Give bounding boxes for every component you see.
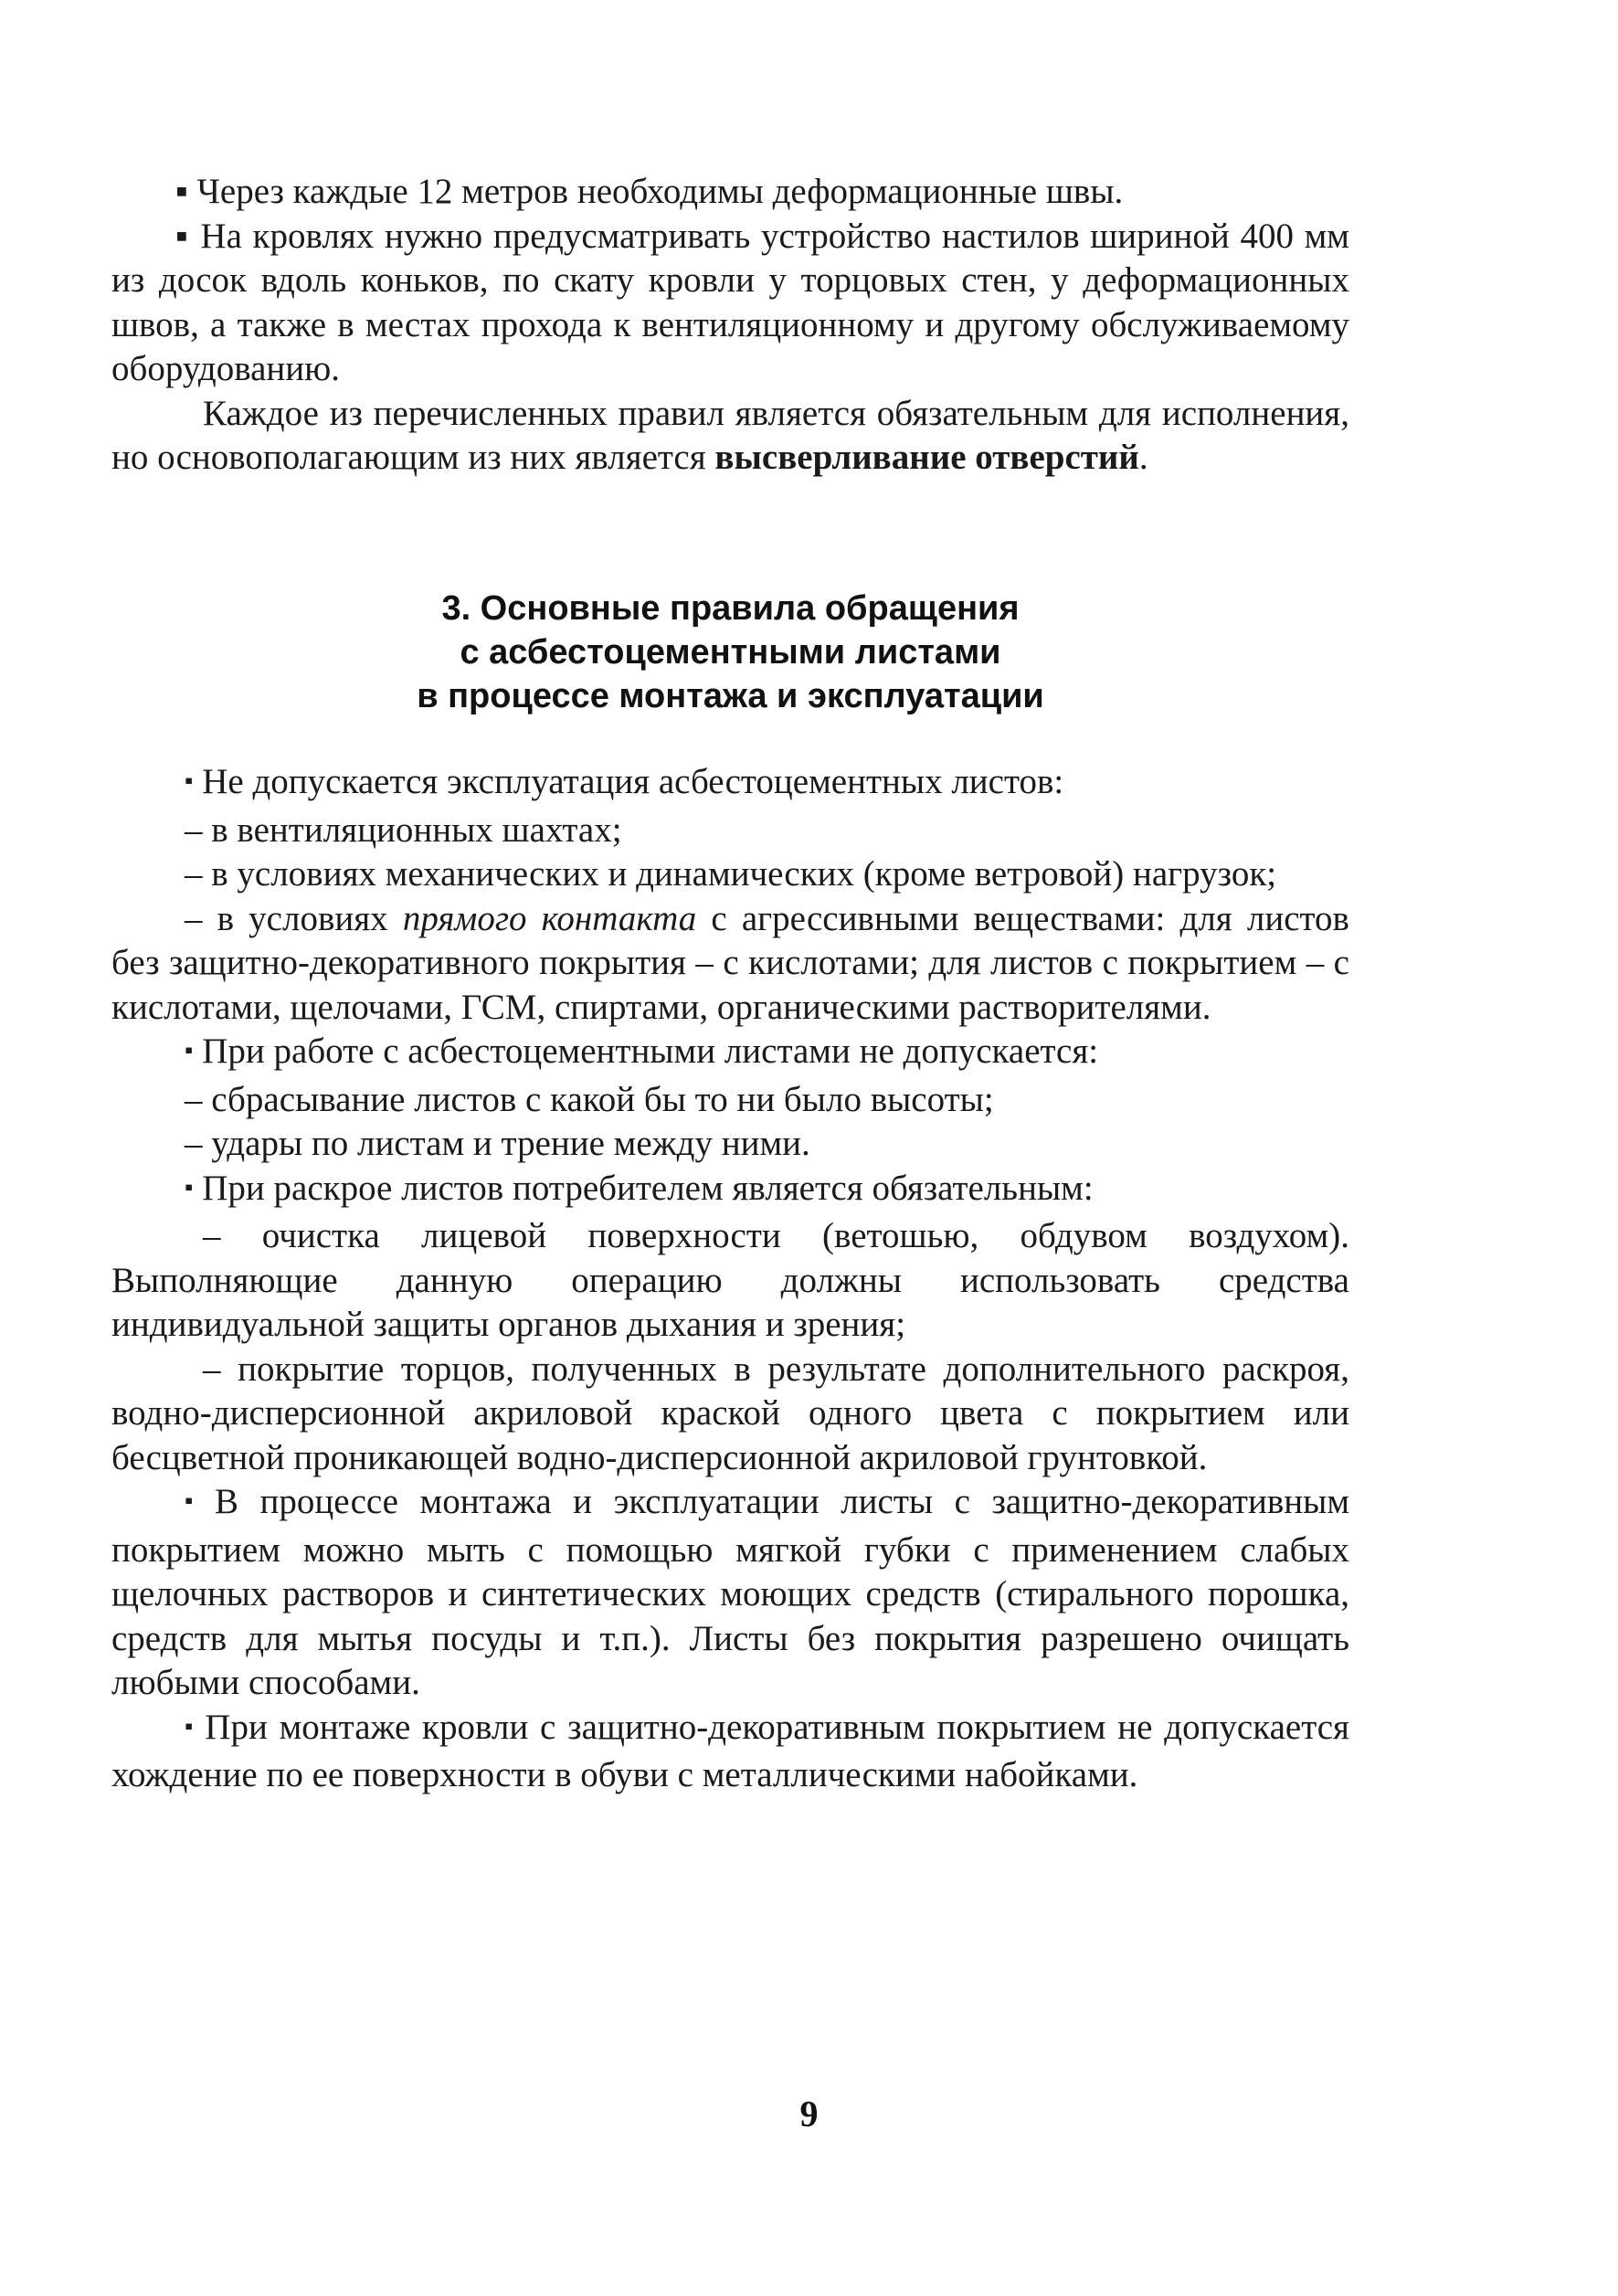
prohibition-impacts-friction: – удары по листам и трение между ними. xyxy=(185,1124,810,1163)
section-heading-line-1: 3. Основные правила обращения xyxy=(441,589,1020,628)
prohibition-dropping-sheets: – сбрасывание листов с какой бы то ни было высоты; xyxy=(185,1079,994,1119)
section-heading-line-2: с асбестоцементными листами xyxy=(460,633,1001,672)
summary-emphasis: высверливание отверстий xyxy=(714,438,1139,477)
bullet-cutting-requirements: ▪ При раскрое листов потребителем является обязательным: xyxy=(111,1167,1349,1215)
summary-text-start: Каждое из перечисленных правил является обязательным для исполнения, но основополагающим из них является xyxy=(111,393,1349,477)
rule-expansion-joints: ▪ Через каждые 12 метров необходимы деформационные швы. xyxy=(175,172,1124,211)
aggressive-text-end: с агрессивными веществами: для листов без защитно-декоративного покрытия – с кислотами; для листов с покрытием – с кислотами, щелочами, ГСМ, спиртами, органическими растворителями. xyxy=(111,898,1349,1027)
page-number: 9 xyxy=(799,2093,819,2134)
bullet-washing-sheets: ▪ В процессе монтажа и эксплуатации листы с защитно-декоративным покрытием можно мыть с помощью мягкой губки с применением слабых щелочных растворов и синтетических моющих средств (стирального порошка, средств для мытья посуды и т.п.). Листы без покрытия разрешено очищать любыми способами. xyxy=(111,1480,1349,1706)
requirement-edge-coating: – покрытие торцов, полученных в результате дополнительного раскроя, водно-дисперсионной акриловой краской одного цвета с покрытием или бесцветной проникающей водно-дисперсионной акриловой грунтовкой. xyxy=(111,1349,1349,1477)
direct-contact-emphasis: прямого контакта xyxy=(402,898,697,938)
restriction-ventilation-shafts: – в вентиляционных шахтах; xyxy=(185,809,622,850)
aggressive-text-start: – в условиях xyxy=(185,898,403,938)
restriction-mechanical-loads: – в условиях механических и динамических (кроме ветровой) нагрузок; xyxy=(185,854,1277,894)
restriction-aggressive-substances xyxy=(111,897,1349,1031)
summary-text-end: . xyxy=(1138,438,1148,477)
rules-summary-paragraph xyxy=(111,392,1349,481)
section-heading xyxy=(111,587,1349,718)
requirement-surface-cleaning: – очистка лицевой поверхности (ветошью, обдувом воздухом). Выполняющие данную операцию должны использовать средства индивидуальной защиты органов дыхания и зрения; xyxy=(111,1216,1349,1344)
rule-roof-walkways: ▪ На кровлях нужно предусматривать устройство настилов шириной 400 мм из досок вдоль коньков, по скату кровли у торцовых стен, у деформационных швов, а также в местах прохода к вентиляционному и другому обслуживаемому оборудованию. xyxy=(111,216,1349,388)
section-heading-line-3: в процессе монтажа и эксплуатации xyxy=(417,677,1044,715)
section-body xyxy=(111,760,1349,1798)
intro-rules-block xyxy=(111,170,1349,481)
bullet-walking-on-roof: ▪ При монтаже кровли с защитно-декоративным покрытием не допускается хождение по ее поверхности в обуви с металлическими набойками. xyxy=(111,1706,1349,1798)
bullet-operation-restrictions: ▪ Не допускается эксплуатация асбестоцементных листов: xyxy=(111,760,1349,809)
bullet-handling-prohibitions: ▪ При работе с асбестоцементными листами не допускается: xyxy=(111,1030,1349,1078)
